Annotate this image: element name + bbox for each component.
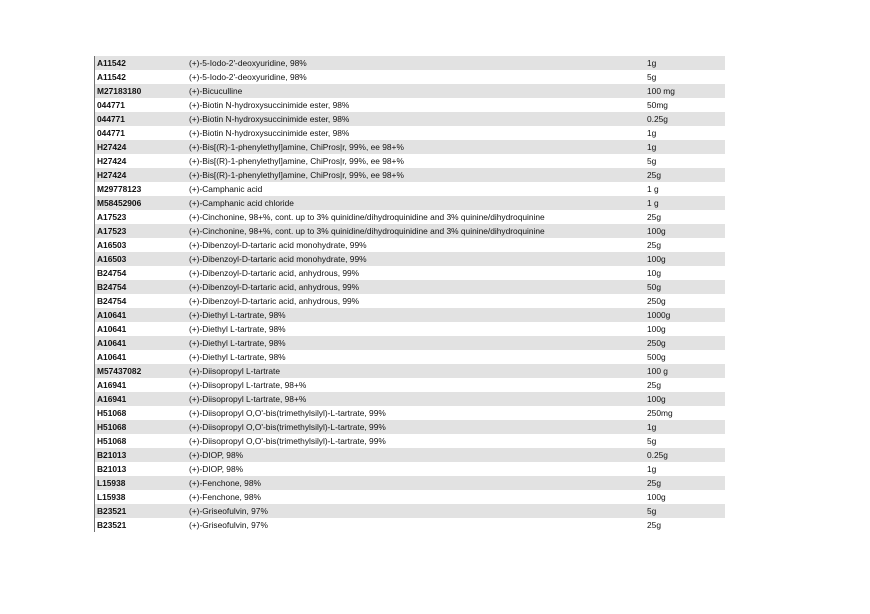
product-code-cell: B23521 — [97, 506, 127, 516]
quantity-cell: 1 g — [647, 198, 659, 208]
table-row — [95, 336, 725, 350]
product-name-cell: (+)-Diethyl L-tartrate, 98% — [189, 310, 286, 320]
quantity-cell: 10g — [647, 268, 661, 278]
product-code-cell: M57437082 — [97, 366, 142, 376]
quantity-cell: 25g — [647, 212, 661, 222]
product-name-cell: (+)-Diisopropyl O,O'-bis(trimethylsilyl)-L-tartrate, 99% — [189, 422, 386, 432]
quantity-cell: 0.25g — [647, 114, 668, 124]
product-code-cell: A10641 — [97, 310, 127, 320]
quantity-cell: 50mg — [647, 100, 668, 110]
product-code-cell: L15938 — [97, 492, 126, 502]
quantity-cell: 100 mg — [647, 86, 675, 96]
product-name-cell: (+)-Dibenzoyl-D-tartaric acid, anhydrous, 99% — [189, 296, 360, 306]
product-name-cell: (+)-Bicuculline — [189, 86, 243, 96]
product-name-cell: (+)-Dibenzoyl-D-tartaric acid monohydrate, 99% — [189, 254, 367, 264]
quantity-cell: 0.25g — [647, 450, 668, 460]
table-row — [95, 434, 725, 448]
product-code-cell: A16503 — [97, 254, 127, 264]
product-name-cell: (+)-Biotin N-hydroxysuccinimide ester, 98% — [189, 100, 350, 110]
quantity-cell: 1g — [647, 422, 657, 432]
product-code-cell: A16503 — [97, 240, 127, 250]
table-row — [95, 462, 725, 476]
table-row — [95, 154, 725, 168]
quantity-cell: 100 g — [647, 366, 668, 376]
product-code-cell: M27183180 — [97, 86, 142, 96]
product-name-cell: (+)-Camphanic acid chloride — [189, 198, 294, 208]
product-code-cell: A11542 — [97, 72, 126, 82]
product-code-cell: B21013 — [97, 450, 127, 460]
product-code-cell: A10641 — [97, 352, 127, 362]
product-code-cell: H27424 — [97, 170, 127, 180]
product-name-cell: (+)-Diisopropyl O,O'-bis(trimethylsilyl)-L-tartrate, 99% — [189, 408, 386, 418]
quantity-cell: 5g — [647, 436, 657, 446]
product-code-cell: H51068 — [97, 422, 127, 432]
table-row — [95, 224, 725, 238]
quantity-cell: 100g — [647, 394, 666, 404]
quantity-cell: 25g — [647, 520, 661, 530]
product-name-cell: (+)-5-Iodo-2'-deoxyuridine, 98% — [189, 58, 307, 68]
quantity-cell: 25g — [647, 170, 661, 180]
quantity-cell: 1g — [647, 58, 657, 68]
product-code-cell: 044771 — [97, 128, 125, 138]
table-row — [95, 168, 725, 182]
table-row — [95, 98, 725, 112]
table-row — [95, 196, 725, 210]
product-code-cell: A17523 — [97, 226, 127, 236]
quantity-cell: 1g — [647, 464, 657, 474]
quantity-cell: 250mg — [647, 408, 673, 418]
product-name-cell: (+)-Cinchonine, 98+%, cont. up to 3% quinidine/dihydroquinidine and 3% quinine/dihydroquinine — [189, 212, 545, 222]
product-code-cell: A16941 — [97, 394, 127, 404]
quantity-cell: 500g — [647, 352, 666, 362]
product-code-cell: A10641 — [97, 324, 127, 334]
quantity-cell: 100g — [647, 254, 666, 264]
product-code-cell: A16941 — [97, 380, 127, 390]
table-row — [95, 140, 725, 154]
product-name-cell: (+)-Diisopropyl L-tartrate — [189, 366, 280, 376]
table-row — [95, 294, 725, 308]
table-row — [95, 350, 725, 364]
product-name-cell: (+)-Diisopropyl L-tartrate, 98+% — [189, 380, 307, 390]
table-row — [95, 490, 725, 504]
table-row — [95, 280, 725, 294]
product-name-cell: (+)-Bis[(R)-1-phenylethyl]amine, ChiPros|r, 99%, ee 98+% — [189, 170, 404, 180]
product-name-cell: (+)-Bis[(R)-1-phenylethyl]amine, ChiPros|r, 99%, ee 98+% — [189, 156, 404, 166]
product-name-cell: (+)-Diisopropyl L-tartrate, 98+% — [189, 394, 307, 404]
table-row — [95, 238, 725, 252]
quantity-cell: 1000g — [647, 310, 671, 320]
table-row — [95, 378, 725, 392]
quantity-cell: 1g — [647, 128, 657, 138]
table-row — [95, 84, 725, 98]
product-code-cell: H51068 — [97, 408, 127, 418]
quantity-cell: 25g — [647, 478, 661, 488]
quantity-cell: 250g — [647, 338, 666, 348]
table-row — [95, 308, 725, 322]
quantity-cell: 50g — [647, 282, 661, 292]
product-name-cell: (+)-Camphanic acid — [189, 184, 263, 194]
table-row — [95, 70, 725, 84]
product-name-cell: (+)-Diethyl L-tartrate, 98% — [189, 324, 286, 334]
product-name-cell: (+)-Griseofulvin, 97% — [189, 520, 268, 530]
table-row — [95, 476, 725, 490]
quantity-cell: 5g — [647, 506, 657, 516]
product-table — [94, 56, 725, 532]
product-name-cell: (+)-Diethyl L-tartrate, 98% — [189, 352, 286, 362]
table-row — [95, 322, 725, 336]
product-name-cell: (+)-Cinchonine, 98+%, cont. up to 3% quinidine/dihydroquinidine and 3% quinine/dihydroquinine — [189, 226, 545, 236]
table-row — [95, 448, 725, 462]
product-code-cell: H27424 — [97, 142, 127, 152]
product-name-cell: (+)-Diisopropyl O,O'-bis(trimethylsilyl)-L-tartrate, 99% — [189, 436, 386, 446]
product-code-cell: A17523 — [97, 212, 127, 222]
product-name-cell: (+)-Bis[(R)-1-phenylethyl]amine, ChiPros|r, 99%, ee 98+% — [189, 142, 404, 152]
product-code-cell: A11542 — [97, 58, 126, 68]
product-name-cell: (+)-Fenchone, 98% — [189, 478, 261, 488]
product-code-cell: 044771 — [97, 100, 125, 110]
quantity-cell: 5g — [647, 156, 657, 166]
table-row — [95, 126, 725, 140]
product-code-cell: 044771 — [97, 114, 125, 124]
product-code-cell: H51068 — [97, 436, 127, 446]
table-row — [95, 266, 725, 280]
quantity-cell: 100g — [647, 492, 666, 502]
quantity-cell: 250g — [647, 296, 666, 306]
table-row — [95, 252, 725, 266]
table-row — [95, 210, 725, 224]
product-code-cell: L15938 — [97, 478, 126, 488]
product-name-cell: (+)-Dibenzoyl-D-tartaric acid monohydrate, 99% — [189, 240, 367, 250]
quantity-cell: 1g — [647, 142, 657, 152]
table-row — [95, 56, 725, 70]
quantity-cell: 5g — [647, 72, 657, 82]
product-code-cell: B21013 — [97, 464, 127, 474]
table-row — [95, 518, 725, 532]
product-code-cell: B24754 — [97, 296, 127, 306]
table-row — [95, 406, 725, 420]
product-code-cell: A10641 — [97, 338, 127, 348]
product-code-cell: M29778123 — [97, 184, 142, 194]
table-row — [95, 504, 725, 518]
table-row — [95, 364, 725, 378]
product-name-cell: (+)-Griseofulvin, 97% — [189, 506, 268, 516]
product-name-cell: (+)-Dibenzoyl-D-tartaric acid, anhydrous, 99% — [189, 282, 360, 292]
table-row — [95, 392, 725, 406]
quantity-cell: 100g — [647, 226, 666, 236]
product-code-cell: B24754 — [97, 282, 127, 292]
quantity-cell: 1 g — [647, 184, 659, 194]
product-name-cell: (+)-DIOP, 98% — [189, 464, 244, 474]
product-name-cell: (+)-Diethyl L-tartrate, 98% — [189, 338, 286, 348]
product-code-cell: M58452906 — [97, 198, 142, 208]
quantity-cell: 25g — [647, 380, 661, 390]
product-code-cell: B23521 — [97, 520, 127, 530]
table-row — [95, 420, 725, 434]
product-name-cell: (+)-5-Iodo-2'-deoxyuridine, 98% — [189, 72, 307, 82]
product-name-cell: (+)-Biotin N-hydroxysuccinimide ester, 98% — [189, 128, 350, 138]
product-name-cell: (+)-Fenchone, 98% — [189, 492, 261, 502]
quantity-cell: 25g — [647, 240, 661, 250]
quantity-cell: 100g — [647, 324, 666, 334]
product-code-cell: H27424 — [97, 156, 127, 166]
product-code-cell: B24754 — [97, 268, 127, 278]
product-name-cell: (+)-Biotin N-hydroxysuccinimide ester, 98% — [189, 114, 350, 124]
table-row — [95, 182, 725, 196]
table-row — [95, 112, 725, 126]
product-name-cell: (+)-DIOP, 98% — [189, 450, 244, 460]
product-name-cell: (+)-Dibenzoyl-D-tartaric acid, anhydrous, 99% — [189, 268, 360, 278]
